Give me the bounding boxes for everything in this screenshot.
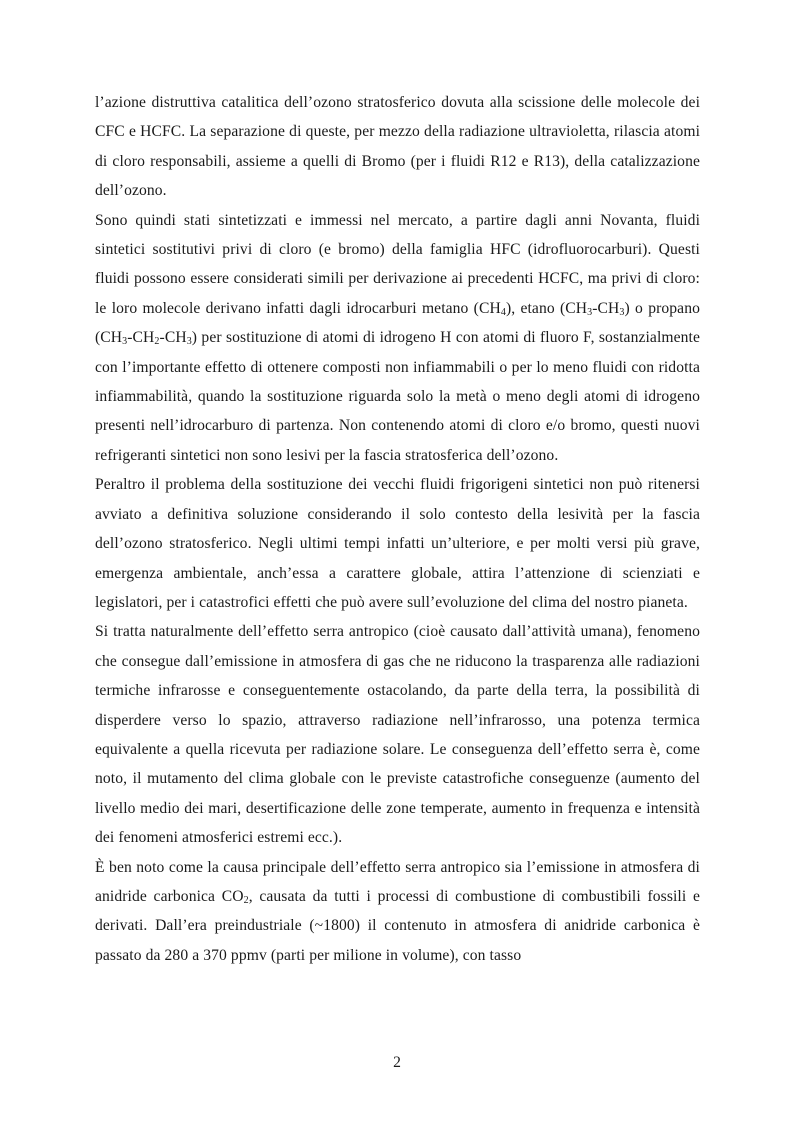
subscript: 2: [243, 894, 249, 906]
paragraph-text: Peraltro il problema della sostituzione dei vecchi fluidi frigorigeni sintetici non può ritenersi avviato a definitiva soluzione considerando il solo contesto della lesività per la fascia dell’ozono stratosferico. Negli ultimi tempi infatti un’ulteriore, e per molti versi più grave, emergenza ambientale, anch’essa a carattere globale, attira l’attenzione di scienziati e legislatori, per i catastrofici effetti che può avere sull’evoluzione del clima del nostro pianeta.: [95, 476, 700, 611]
page-number: 2: [393, 1054, 401, 1071]
subscript: 3: [587, 306, 593, 318]
paragraph-text: Si tratta naturalmente dell’effetto serra antropico (cioè causato dall’attività umana), fenomeno che consegue dall’emissione in atmosfera di gas che ne riducono la trasparenza alle radiazioni termiche infrarosse e conseguentemente ostacolando, da parte della terra, la possibilità di disperdere verso lo spazio, attraverso radiazione nell’infrarosso, una potenza termica equivalente a quella ricevuta per radiazione solare. Le conseguenza dell’effetto serra è, come noto, il mutamento del clima globale con le previste catastrofiche conseguenze (aumento del livello medio dei mari, desertificazione delle zone temperate, aumento in frequenza e intensità dei fenomeni atmosferici estremi ecc.).: [95, 623, 700, 847]
subscript: 3: [619, 306, 625, 318]
subscript: 3: [122, 336, 128, 348]
paragraph-ozone-catalysis: [95, 88, 700, 206]
paragraph-co2-emission: [95, 853, 700, 971]
subscript: 3: [186, 336, 192, 348]
paragraph-refrigerant-replacement: [95, 470, 700, 617]
paragraph-greenhouse-effect: [95, 617, 700, 852]
paragraph-text: È ben noto come la causa principale dell’effetto serra antropico sia l’emissione in atmosfera di anidride carbonica CO: [95, 858, 700, 905]
paragraph-text: Sono quindi stati sintetizzati e immessi nel mercato, a partire dagli anni Novanta, fluidi sintetici sostitutivi privi di cloro (e bromo) della famiglia HFC (idrofluorocarburi). Questi fluidi possono essere considerati simili per derivazione ai precedenti HCFC, ma privi di cloro: le loro molecole derivano infatti dagli idrocarburi metano (CH: [95, 211, 700, 317]
document-body: [95, 88, 700, 970]
paragraph-text: ), etano (CH: [505, 299, 588, 317]
paragraph-text: -CH: [159, 329, 187, 347]
subscript: 2: [154, 336, 160, 348]
paragraph-text: -CH: [127, 329, 155, 347]
paragraph-text: -CH: [592, 299, 620, 317]
paragraph-hfc-fluids: [95, 206, 700, 471]
paragraph-text: ) per sostituzione di atomi di idrogeno H con atomi di fluoro F, sostanzialmente con l’importante effetto di ottenere composti non infiammabili o per lo meno fluidi con ridotta infiammabilità, quando la sostituzione riguarda solo la metà o meno degli atomi di idrogeno presenti nell’idrocarburo di partenza. Non contenendo atomi di cloro e/o bromo, questi nuovi refrigeranti sintetici non sono lesivi per la fascia stratosferica dell’ozono.: [95, 329, 700, 464]
paragraph-text: ) o propano (CH: [95, 299, 700, 347]
paragraph-text: , causata da tutti i processi di combustione di combustibili fossili e derivati. Dall’era preindustriale (~1800) il contenuto in atmosfera di anidride carbonica è passato da 280 a 370 ppmv (parti per milione in volume), con tasso: [95, 887, 700, 964]
subscript: 4: [500, 306, 506, 318]
paragraph-text: l’azione distruttiva catalitica dell’ozono stratosferico dovuta alla scissione delle molecole dei CFC e HCFC. La separazione di queste, per mezzo della radiazione ultravioletta, rilascia atomi di cloro responsabili, assieme a quelli di Bromo (per i fluidi R12 e R13), della catalizzazione dell’ozono.: [95, 94, 700, 200]
